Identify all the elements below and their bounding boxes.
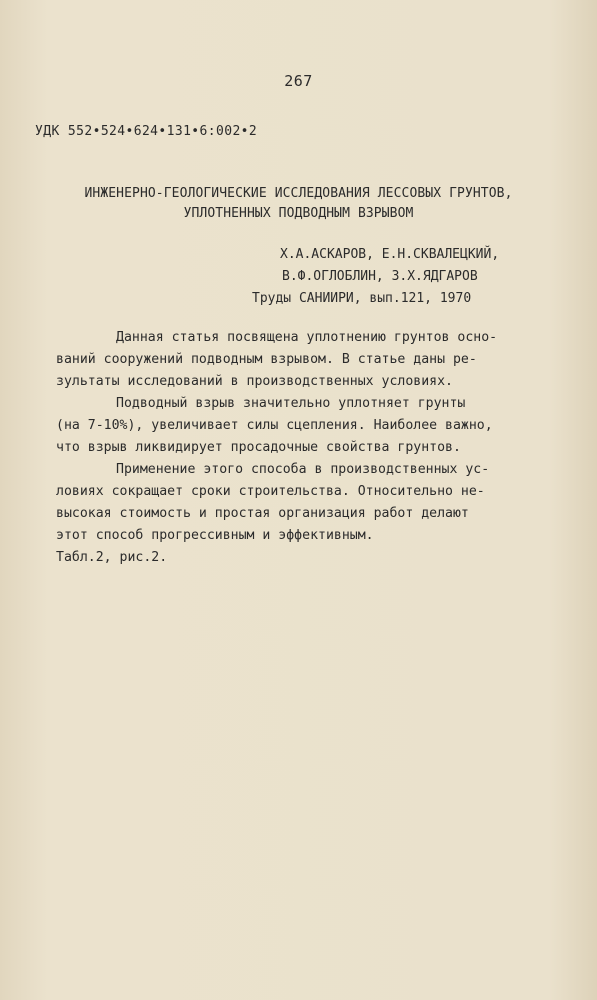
abstract-line: зультаты исследований в производственных условиях. xyxy=(56,374,453,389)
abstract-line: высокая стоимость и простая организация работ делают xyxy=(56,506,469,521)
abstract-line: ваний сооружений подводным взрывом. В статье даны ре- xyxy=(56,352,477,367)
udk-classification: УДК 552•524•624•131•6:002•2 xyxy=(35,124,258,139)
abstract-line: (на 7-10%), увеличивает силы сцепления. Наиболее важно, xyxy=(56,418,493,433)
page-number: 267 xyxy=(284,72,313,90)
authors-line-2: В.Ф.ОГЛОБЛИН, З.Х.ЯДГАРОВ xyxy=(282,269,478,284)
abstract-line: ловиях сокращает сроки строительства. Относительно не- xyxy=(56,484,485,499)
abstract-line: Данная статья посвящена уплотнению грунтов осно- xyxy=(116,330,498,345)
article-title xyxy=(0,184,597,224)
publication-info: Труды САНИИРИ, вып.121, 1970 xyxy=(252,291,472,306)
title-line-1: ИНЖЕНЕРНО-ГЕОЛОГИЧЕСКИЕ ИССЛЕДОВАНИЯ ЛЕССОВЫХ ГРУНТОВ, xyxy=(84,186,513,201)
authors-line-1: Х.А.АСКАРОВ, Е.Н.СКВАЛЕЦКИЙ, xyxy=(280,247,500,262)
abstract xyxy=(56,327,556,569)
abstract-line: что взрыв ликвидирует просадочные свойства грунтов. xyxy=(56,440,461,455)
title-line-2: УПЛОТНЕННЫХ ПОДВОДНЫМ ВЗРЫВОМ xyxy=(183,206,414,221)
authors-block xyxy=(252,244,499,310)
abstract-line: этот способ прогрессивным и эффективным. xyxy=(56,528,374,543)
abstract-line: Применение этого способа в производственных ус- xyxy=(116,462,490,477)
abstract-line: Подводный взрыв значительно уплотняет грунты xyxy=(116,396,466,411)
abstract-line: Табл.2, рис.2. xyxy=(56,550,168,565)
